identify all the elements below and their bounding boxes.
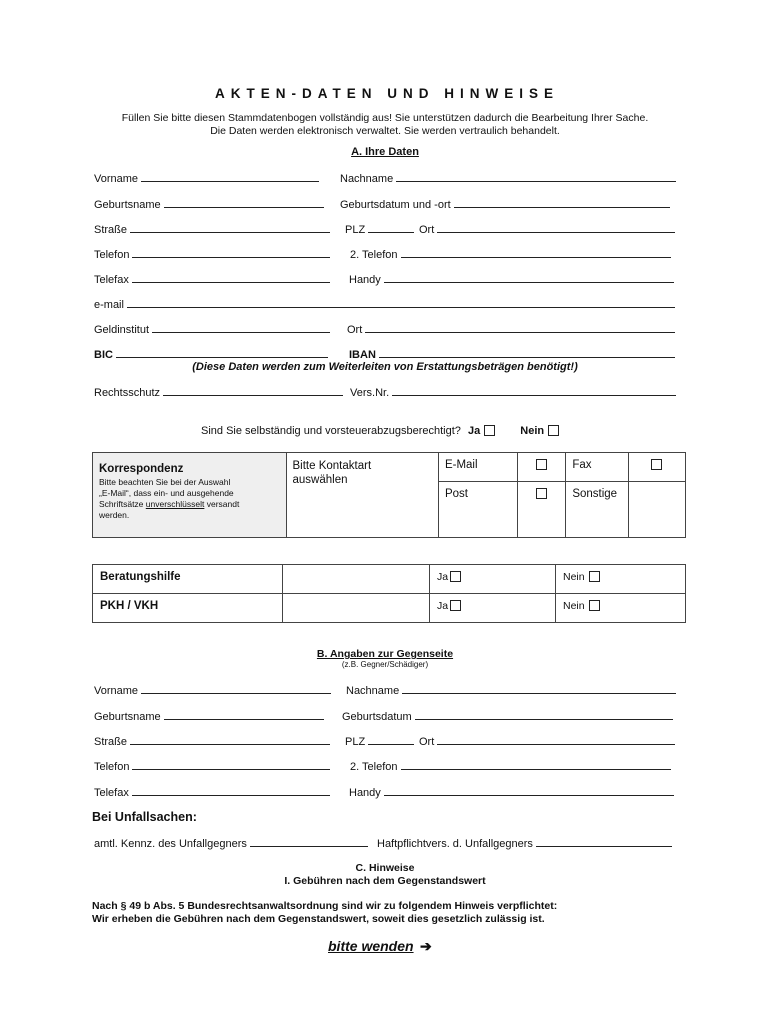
handy-field[interactable] xyxy=(349,273,674,286)
bank-note: (Diese Daten werden zum Weiterleiten von Erstattungsbeträgen benötigt!) xyxy=(192,361,578,373)
gegner-handy-field[interactable] xyxy=(349,786,674,799)
beratungshilfe-ja-label: Ja xyxy=(437,571,449,583)
gegner-telefon-field[interactable] xyxy=(94,760,330,773)
pkh-ja-label: Ja xyxy=(437,600,449,612)
pkh-ja-checkbox[interactable] xyxy=(450,600,461,611)
gegner-telefon2-field[interactable] xyxy=(350,760,671,773)
beratungshilfe-spacer-cell xyxy=(283,565,430,594)
gegner-ort-label: Ort xyxy=(419,736,435,748)
fax-option-label: Fax xyxy=(572,459,592,471)
sonstige-option-label-cell xyxy=(566,482,628,538)
haftpflicht-label: Haftpflichtvers. d. Unfallgegners xyxy=(377,838,533,850)
nachname-field[interactable] xyxy=(340,172,676,185)
beratungshilfe-nein-cell[interactable] xyxy=(556,565,686,594)
section-c-paragraph-2: Wir erheben die Gebühren nach dem Gegenstandswert, soweit dies gesetzlich zulässig ist. xyxy=(92,913,545,925)
bank-ort-field[interactable] xyxy=(347,323,675,336)
telefon2-field[interactable] xyxy=(350,248,671,261)
kennzeichen-label: amtl. Kennz. des Unfallgegners xyxy=(94,838,247,850)
email-option-label: E-Mail xyxy=(444,459,478,471)
bic-field[interactable] xyxy=(94,348,328,361)
vorsteuer-nein-checkbox[interactable] xyxy=(548,425,559,436)
korrespondenz-heading: Korrespondenz xyxy=(99,463,184,475)
post-checkbox[interactable] xyxy=(536,488,547,499)
beratungshilfe-ja-cell[interactable] xyxy=(430,565,556,594)
plz-field[interactable] xyxy=(345,223,414,236)
section-c-paragraph-1: Nach § 49 b Abs. 5 Bundesrechtsanwaltsordnung sind wir zu folgendem Hinweis verpflichtet: xyxy=(92,900,558,912)
pkh-nein-checkbox[interactable] xyxy=(589,600,600,611)
email-option-cell[interactable] xyxy=(518,453,566,482)
iban-label: IBAN xyxy=(349,349,376,361)
hilfe-table xyxy=(92,564,686,623)
geldinstitut-label: Geldinstitut xyxy=(94,324,150,336)
geburtsname-field[interactable] xyxy=(94,198,324,211)
telefon2-label: 2. Telefon xyxy=(350,249,398,261)
gegner-vorname-field[interactable] xyxy=(94,684,331,697)
strasse-label: Straße xyxy=(94,224,128,236)
gegner-geburtsdatum-label: Geburtsdatum xyxy=(342,711,412,723)
strasse-field[interactable] xyxy=(94,223,330,236)
bitte-wenden-label: bitte wenden xyxy=(328,938,414,954)
contact-prompt-cell xyxy=(286,453,438,538)
versnr-field[interactable] xyxy=(350,386,676,399)
gegner-telefon2-label: 2. Telefon xyxy=(350,761,398,773)
vorsteuer-ja-label: Ja xyxy=(467,425,481,437)
beratungshilfe-label: Beratungshilfe xyxy=(100,571,181,583)
vorname-label: Vorname xyxy=(94,173,139,185)
contact-prompt-1: Bitte Kontaktart xyxy=(292,460,372,472)
korrespondenz-note-1: Bitte beachten Sie bei der Auswahl xyxy=(99,477,231,487)
telefon-field[interactable] xyxy=(94,248,330,261)
gegner-strasse-label: Straße xyxy=(94,736,128,748)
fax-checkbox[interactable] xyxy=(651,459,662,470)
korrespondenz-note-3 xyxy=(99,499,280,510)
pkh-nein-label: Nein xyxy=(563,600,585,612)
gegner-ort-field[interactable] xyxy=(419,735,675,748)
gegner-geburtsname-label: Geburtsname xyxy=(94,711,161,723)
pkh-ja-cell[interactable] xyxy=(430,594,556,623)
rechtsschutz-field[interactable] xyxy=(94,386,343,399)
vorsteuer-nein-label: Nein xyxy=(520,425,545,437)
pkh-cell xyxy=(93,594,283,623)
geldinstitut-field[interactable] xyxy=(94,323,330,336)
fax-option-cell[interactable] xyxy=(628,453,686,482)
gegner-telefax-field[interactable] xyxy=(94,786,330,799)
korrespondenz-cell xyxy=(93,453,287,538)
vorsteuer-label: Sind Sie selbständig und vorsteuerabzugsberechtigt? xyxy=(201,425,461,437)
email-label: e-mail xyxy=(94,299,124,311)
pkh-nein-cell[interactable] xyxy=(556,594,686,623)
intro-line-2: Die Daten werden elektronisch verwaltet. Sie werden vertraulich behandelt. xyxy=(210,125,560,137)
korrespondenz-note-4: werden. xyxy=(99,510,130,520)
pkh-spacer-cell xyxy=(283,594,430,623)
bic-label: BIC xyxy=(94,349,113,361)
page-title: AKTEN-DATEN UND HINWEISE xyxy=(215,86,559,101)
bank-ort-label: Ort xyxy=(347,324,363,336)
fax-option-label-cell xyxy=(566,453,628,482)
nachname-label: Nachname xyxy=(340,173,394,185)
rechtsschutz-label: Rechtsschutz xyxy=(94,387,161,399)
telefax-label: Telefax xyxy=(94,274,129,286)
korrespondenz-note-3b: unverschlüsselt xyxy=(145,499,205,509)
handy-label: Handy xyxy=(349,274,381,286)
email-field[interactable] xyxy=(94,298,675,311)
beratungshilfe-nein-checkbox[interactable] xyxy=(589,571,600,582)
gegner-telefax-label: Telefax xyxy=(94,787,129,799)
email-checkbox[interactable] xyxy=(536,459,547,470)
section-b-heading: B. Angaben zur Gegenseite xyxy=(316,648,454,660)
unfall-heading: Bei Unfallsachen: xyxy=(92,810,197,824)
vorname-field[interactable] xyxy=(94,172,319,185)
section-c-heading: C. Hinweise xyxy=(355,862,415,874)
section-c-subheading: I. Gebühren nach dem Gegenstandswert xyxy=(284,875,486,887)
sonstige-empty-cell xyxy=(628,482,686,538)
intro-line-1: Füllen Sie bitte diesen Stammdatenbogen vollständig aus! Sie unterstützen dadurch die Bearbeitung Ihrer Sache. xyxy=(121,112,649,124)
gegner-plz-label: PLZ xyxy=(345,736,366,748)
korrespondenz-note-3c: versandt xyxy=(204,499,240,509)
arrow-right-icon: ➔ xyxy=(420,938,432,954)
geburtsdatum-ort-label: Geburtsdatum und -ort xyxy=(340,199,451,211)
versnr-label: Vers.Nr. xyxy=(350,387,390,399)
section-b-subheading: (z.B. Gegner/Schädiger) xyxy=(341,660,429,669)
post-option-label: Post xyxy=(444,488,468,500)
ort-label: Ort xyxy=(419,224,435,236)
ort-field[interactable] xyxy=(419,223,675,236)
beratungshilfe-ja-checkbox[interactable] xyxy=(450,571,461,582)
post-option-label-cell xyxy=(438,482,517,538)
plz-label: PLZ xyxy=(345,224,366,236)
gegner-strasse-field[interactable] xyxy=(94,735,330,748)
section-a-heading: A. Ihre Daten xyxy=(351,146,419,158)
iban-field[interactable] xyxy=(349,348,675,361)
geburtsdatum-ort-field[interactable] xyxy=(340,198,670,211)
telefax-field[interactable] xyxy=(94,273,330,286)
gegner-nachname-field[interactable] xyxy=(346,684,676,697)
haftpflicht-field[interactable] xyxy=(377,837,672,850)
pkh-label: PKH / VKH xyxy=(100,600,159,612)
kennzeichen-field[interactable] xyxy=(94,837,368,850)
gegner-telefon-label: Telefon xyxy=(94,761,130,773)
gegner-geburtsdatum-field[interactable] xyxy=(342,710,673,723)
vorsteuer-question xyxy=(201,425,559,437)
bitte-wenden xyxy=(328,938,432,956)
korrespondenz-table xyxy=(92,452,686,538)
vorsteuer-ja-checkbox[interactable] xyxy=(484,425,495,436)
contact-prompt-2: auswählen xyxy=(292,474,348,486)
geburtsname-label: Geburtsname xyxy=(94,199,161,211)
gegner-geburtsname-field[interactable] xyxy=(94,710,324,723)
sonstige-option-label: Sonstige xyxy=(572,488,618,500)
gegner-handy-label: Handy xyxy=(349,787,381,799)
korrespondenz-note-2: „E-Mail“, dass ein- und ausgehende xyxy=(99,488,234,498)
korrespondenz-note-3a: Schriftsätze xyxy=(99,499,146,509)
email-option-label-cell xyxy=(438,453,517,482)
post-option-cell[interactable] xyxy=(518,482,566,538)
gegner-vorname-label: Vorname xyxy=(94,685,139,697)
telefon-label: Telefon xyxy=(94,249,130,261)
beratungshilfe-nein-label: Nein xyxy=(563,571,585,583)
gegner-nachname-label: Nachname xyxy=(346,685,400,697)
gegner-plz-field[interactable] xyxy=(345,735,414,748)
beratungshilfe-cell xyxy=(93,565,283,594)
